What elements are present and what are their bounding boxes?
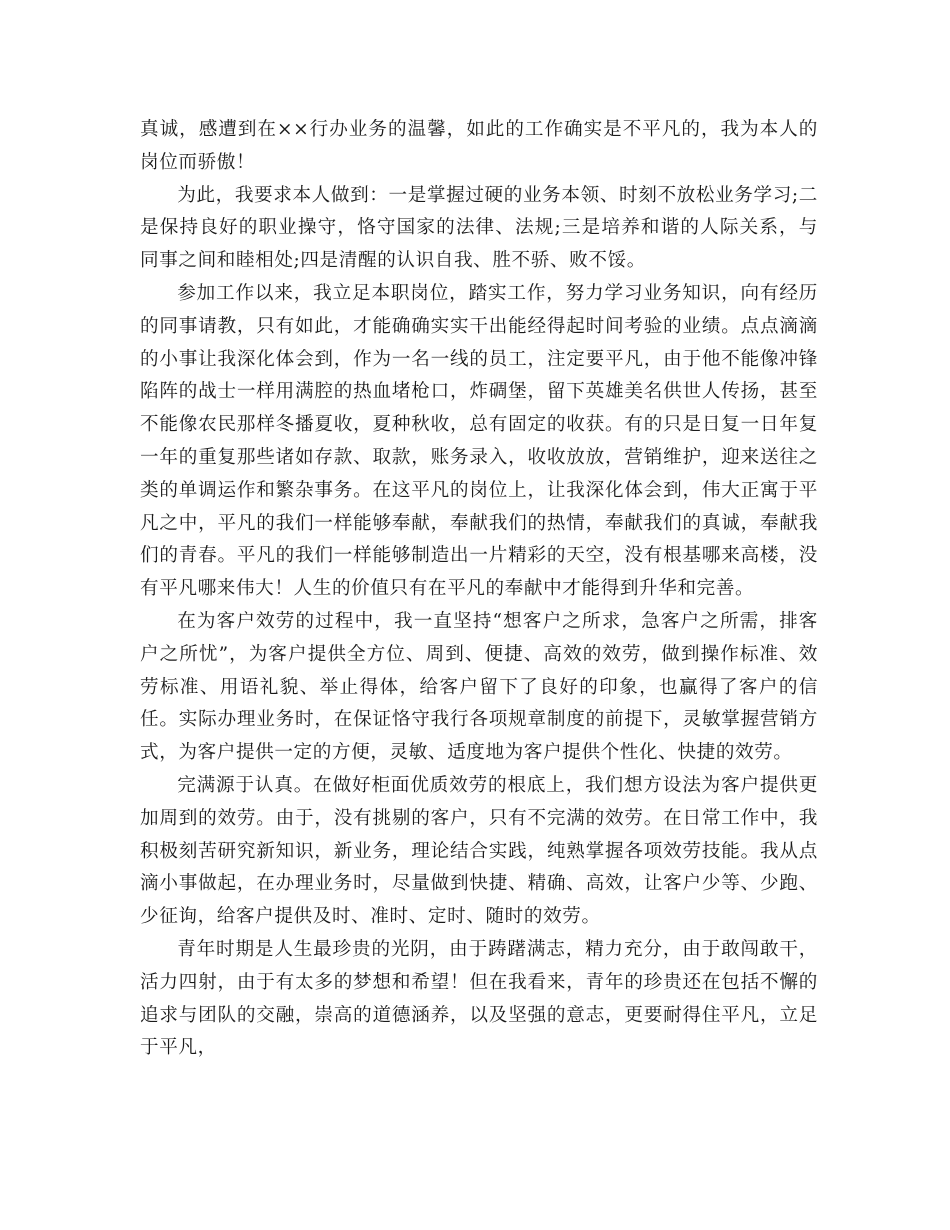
paragraph-4: 在为客户效劳的过程中，我一直坚持“想客户之所求，急客户之所需，排客户之所忧”，为客户提供全方位、周到、便捷、高效的效劳，做到操作标准、效劳标准、用语礼貌、举止得体，给客户留下了良好的印象，也赢得了客户的信任。实际办理业务时，在保证恪守我行各项规章制度的前提下，灵敏掌握营销方式，为客户提供一定的方便，灵敏、适度地为客户提供个性化、快捷的效劳。 [140, 610, 818, 764]
paragraph-3: 参加工作以来，我立足本职岗位，踏实工作，努力学习业务知识，向有经历的同事请教，只有如此，才能确确实实干出能经得起时间考验的业绩。点点滴滴的小事让我深化体会到，作为一名一线的员工，注定要平凡，由于他不能像冲锋陷阵的战士一样用满腔的热血堵枪口，炸碉堡，留下英雄美名供世人传扬，甚至不能像农民那样冬播夏收，夏种秋收，总有固定的收获。有的只是日复一日年复一年的重复那些诸如存款、取款，账务录入，收收放放，营销维护，迎来送往之类的单调运作和繁杂事务。在这平凡的岗位上，让我深化体会到，伟大正寓于平凡之中，平凡的我们一样能够奉献，奉献我们的热情，奉献我们的真诚，奉献我们的青春。平凡的我们一样能够制造出一片精彩的天空，没有根基哪来高楼，没有平凡哪来伟大！人生的价值只有在平凡的奉献中才能得到升华和完善。 [140, 282, 818, 600]
paragraph-5: 完满源于认真。在做好柜面优质效劳的根底上，我们想方设法为客户提供更加周到的效劳。由于，没有挑剔的客户，只有不完满的效劳。在日常工作中，我积极刻苦研究新知识，新业务，理论结合实践，纯熟掌握各项效劳技能。我从点滴小事做起，在办理业务时，尽量做到快捷、精确、高效，让客户少等、少跑、少征询，给客户提供及时、准时、定时、随时的效劳。 [140, 774, 818, 928]
paragraph-6: 青年时期是人生最珍贵的光阴，由于踌躇满志，精力充分，由于敢闯敢干，活力四射，由于有太多的梦想和希望！但在我看来，青年的珍贵还在包括不懈的追求与团队的交融，崇高的道德涵养，以及坚强的意志，更要耐得住平凡，立足于平凡， [140, 938, 818, 1059]
paragraph-1: 真诚，感遭到在××行办业务的温馨，如此的工作确实是不平凡的，我为本人的岗位而骄傲！ [140, 119, 818, 173]
paragraph-2: 为此，我要求本人做到：一是掌握过硬的业务本领、时刻不放松业务学习;二是保持良好的职业操守，恪守国家的法律、法规;三是培养和谐的人际关系，与同事之间和睦相处;四是清醒的认识自我、胜不骄、败不馁。 [140, 184, 818, 272]
body-text [140, 114, 818, 1065]
